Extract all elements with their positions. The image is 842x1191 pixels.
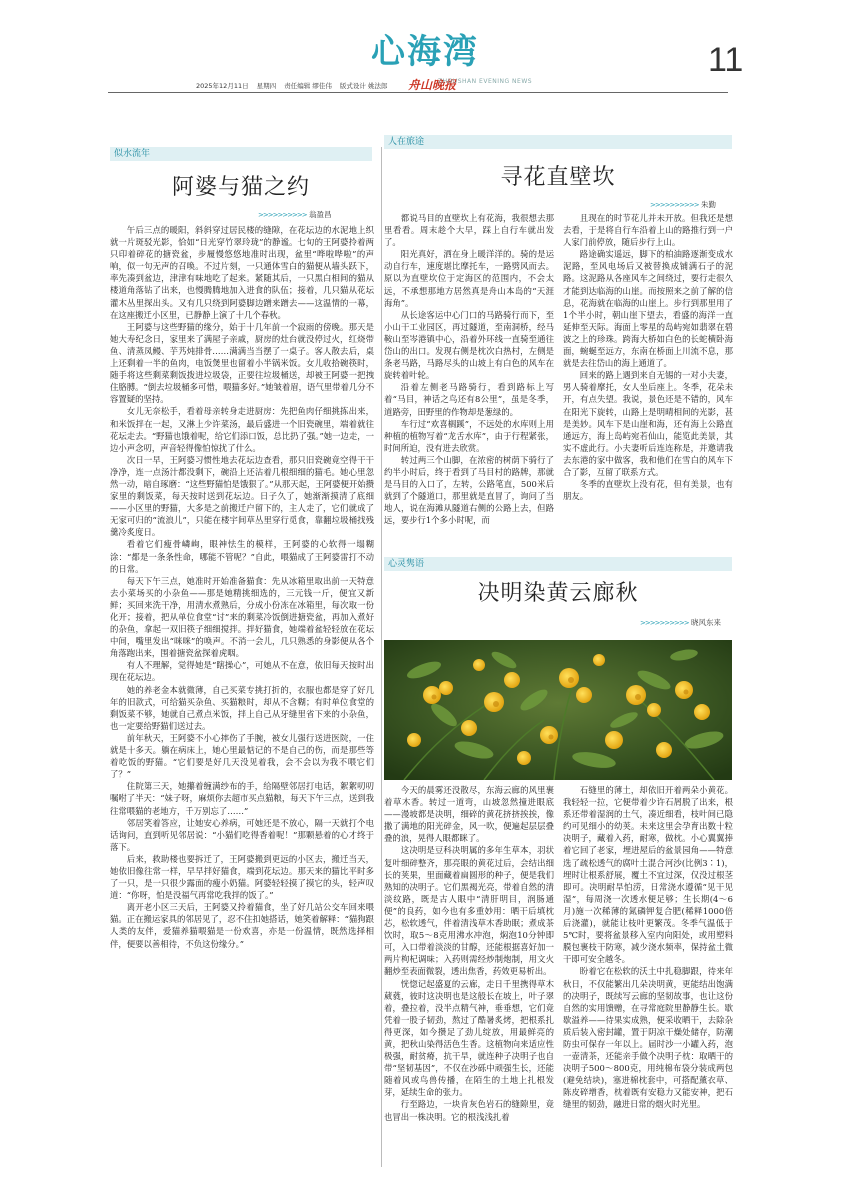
paragraph: 且现在的时节花儿并未开放。但我还是想去看，于是将自行车沿着上山的路推行到一户人家门前停放，随后步行上山。	[563, 213, 733, 248]
masthead-english: ZHOUSHAN EVENING NEWS	[438, 78, 533, 85]
paragraph: 盼着它在松软的沃土中扎稳脚跟，待来年秋日，不仅能繁出几朵决明黄，更能结出饱满的决明子，既续写云廊的坚韧故事，也让这份自然的实用馈赠，在寻常庭院里静静生长。歇歇溢养——待果实成熟，便采收晒干，去除杂质后装入密封罐，置于阴凉干燥处储存，防潮防虫可保存一年以上。届时沙一小罐入药，泡一壶清茶，还能亲手做个决明子枕：取晒干的决明子500～800克，用纯棉布袋分装成两包(避免结块)，塞进棉枕套中，可搭配薰衣草、陈皮碎增香，枕着既有安稳力又能安神，把石缝里的韧劲，融进日常的烟火时光里。	[563, 966, 733, 1110]
section-label-2: 人在旅途	[384, 135, 732, 149]
paragraph: 次日一早，王阿婆习惯性地去花坛边查看，那只旧瓷碗竟空得干干净净，连一点汤汁都没剩下，碗沿上还沾着几根细细的猫毛。她心里忽然一动，暗自琢磨：“这些野猫怕是饿狠了。”从那天起，王阿婆便开始攒家里的剩饭菜，每天按时送到花坛边。日子久了，她渐渐摸清了底细——小区里的野猫，大多是之前搬迁户留下的，主人走了，它们就成了无家可归的“流浪儿”，只能在楼宇间草丛里穿行觅食，靠翻垃圾桶找残羹冷炙度日。	[110, 454, 374, 538]
article-body-2b	[563, 212, 733, 554]
author-2: 朱勤	[701, 200, 717, 209]
paragraph: 邻居笑着答应，让她安心养病，可她还是不放心，隔一天就打个电话询问，直到听见邻居说：“小猫们吃得香着呢！”那颗悬着的心才终于落下。	[110, 817, 374, 852]
article-body-3a	[384, 784, 554, 1166]
page-number: 11	[708, 41, 744, 79]
section-label-1: 似水流年	[110, 147, 372, 161]
article-title-1: 阿婆与猫之约	[171, 175, 310, 200]
paragraph: 转过两三个山脚，在浓密的树荫下骑行了约半小时后，终于看到了马目村的路牌，那就是马目的入口了，左转，公路笔直，500米后就到了个隧道口，那里就是直冒了，询问了当地人，说在海滩从隧道右侧的公路上去，但路远，要步行1个多小时呢，而	[384, 454, 554, 526]
issue-weekday: 星期四	[256, 82, 277, 90]
paragraph: 冬季的直壁坎上没有花，但有美景，也有朋友。	[563, 479, 733, 502]
paragraph: 每天下午三点，她准时开始准备猫食：先从冰箱里取出前一天特意去小菜场买的小杂鱼——那是她精挑细选的，三元钱一斤，便宜又新鲜；买回来洗干净，用清水煮熟后，分成小份冻在冰箱里，每次取一份化开；接着，把从单位食堂“讨”来的剩菜冷饭倒进搪瓷盆，再加入煮好的杂鱼，拿起一双旧筷子细细搅拌。拌好猫食，她端着盆轻轻放在花坛中间，嘴里发出“咪咪”的唤声。不消一会儿，几只熟悉的身影便从各个角落跑出来，围着搪瓷盆探着虎咽。	[110, 575, 374, 659]
section-label-3: 心灵隽语	[384, 557, 732, 571]
byline-arrows-icon: >>>>>>>>>>	[640, 619, 689, 627]
paragraph: 王阿婆与这些野猫的缘分，始于十几年前一个寂雨的傍晚。那天是她大寿纪念日，家里来了满屋子亲戚，厨房的灶台就没停过火，红烧带鱼、清蒸凤鳗、芋艿炖排骨……满满当当摆了一桌子。客人散去后，桌上还剩着一半的鱼肉，电饭煲里也留着小半锅米饭。女儿收拾碗筷时，随手将这些剩菜剩饭拨进垃圾袋，正要往垃圾桶送，却被王阿婆一把拽住胳膊。“倒去垃圾桶多可惜，喂猫多好。”她皱着眉，语气里带着几分不容置疑的坚持。	[110, 321, 374, 405]
issue-info	[196, 81, 393, 90]
article-title-3: 决明染黄云廊秋	[477, 581, 639, 606]
paragraph: 恍惚记起盛夏的云廊，走日千里携得草木葳蕤，彼时这决明也是这般长在坡上，叶子翠着，叠拉着，没半点精气神，垂垂想，它们竟凭着一股子韧劲，熬过了酷暑炙烤，把根系扎得更深，如今攒足了劲儿绽放，用最鲜亮的黄，把秋山染得活色生香。这植物向来适应性极强，耐贫瘠，抗干旱，就连种子决明子也自带“坚韧基因”，不仅在沙砾中顽强生长，还能随着风或鸟兽传播，在陌生的土地上扎根发芽，延续生命的张力。	[384, 978, 554, 1098]
paragraph: 路途确实遥远，脚下的柏油路逐渐变成水泥路，至风电场后又被替换成铺满石子的泥路。这泥路从各座风车之间绕过，要行走很久才能到达临海的山崖。而按照来之前了解的信息，花海就在临海的山崖上。步行到那里用了1个半小时，朝山崖下望去，看盛的海洋一直延伸至天际。海面上零星的岛屿宛如翡翠在碧波之上的珍珠。跨海大桥如白色的长蛇横卧海面，蜿蜒至远方，东南在桥面上川流不息，那就是去往岱山的海上通道了。	[563, 249, 733, 369]
article-body-1	[110, 224, 374, 1166]
byline-3	[640, 617, 721, 628]
column-divider	[381, 147, 382, 1167]
paragraph: 石缝里的薄土，却依旧开着两朵小黄花。我轻轻一拉，它便带着少许石屑脱了出来，根系还带着湿润的土气，凑近细看，枝叶间已隐约可见细小的幼荚。未来这里会孕育出数十粒决明子，藏着入药，耐寒，做枕。小心翼翼捧着它回了老家，埋进屋后的盆景园角——特意选了疏松透气的腐叶土混合河沙(比例3∶1)，埋时让根系舒展，覆土不宜过深，仅没过根茎即可。决明耐旱怕涝，日常浇水遵循“见干见湿”，每周浇一次透水便足够；生长期(4～6月)施一次稀薄的氮磷钾复合肥(稀释1000倍后浇灌)，就能让枝叶更繁茂。冬季气温低于5℃时，要将盆景移入室内向阳处，或用塑料膜包裹枝干防寒，减少浇水频率，保持盆土微干即可安全越冬。	[563, 785, 733, 965]
article-body-3b	[563, 784, 733, 1166]
paragraph: 住院第三天，她攥着缠满纱布的手，给隔壁邻居打电话，絮絮叨叨嘱咐了半天：“妹子呀，麻烦你去超市买点猫粮，每天下午三点，送到我往常喂猫的老地方，千万别忘了……”	[110, 781, 374, 816]
issue-editor: 责任编辑 缪佳伟	[284, 82, 332, 90]
paragraph: 前年秋天，王阿婆不小心摔伤了手腕，被女儿强行送进医院，一住就是十多天。躺在病床上，她心里最惦记的不是自己的伤，而是那些等着吃饭的野猫。“它们要是好几天没见着我，会不会以为我不喂它们了？”	[110, 732, 374, 780]
paragraph: 车行过“欢喜榈蹊”，不远处的水库则上用种植的植物写着“龙舌水库”，由于行程紧张，时间所迫，没有进去欣赏。	[384, 418, 554, 453]
paragraph: 有人不理解，觉得她是“瞎操心”，可她从不在意，依旧每天按时出现在花坛边。	[110, 660, 374, 683]
byline-2	[650, 199, 716, 210]
issue-date: 2025年12月11日	[196, 82, 249, 90]
masthead-rule	[108, 92, 728, 93]
issue-proof: 版式设计 姚法郎	[339, 82, 388, 90]
paragraph: 阳光真好，洒在身上暖洋洋的。骑的是运动自行车，速度堪比摩托车，一路劈风而去。原以为直壁坎位于定海区的范围内，不会太远，不承想那地方居然真是舟山本岛的“天涯海角”。	[384, 249, 554, 308]
paragraph: 女儿无奈松手，看着母亲转身走进厨房：先把鱼肉仔细挑拣出来，和米饭拌在一起，又淋上少许菜汤，最后盛进一个旧瓷碗里，端着就往花坛走去。“野猫也饿着呢，给它们添口饭，总比扔了强。”她一边走，一边小声念叨，声音轻得像怕惊扰了什么。	[110, 406, 374, 453]
paragraph: 离开老小区三天后，王阿婆又拎着猫食，坐了好几站公交车回来喂猫。正在搬运家具的邻居见了，忍不住扣她搭话，她笑着解释：“猫狗跟人类的友伴，爱猫养猫喂猫是一份欢喜，亦是一份温情，既然选择相伴，便要以善相待，不负这份缘分。”	[110, 902, 374, 949]
byline-arrows-icon: >>>>>>>>>>	[650, 201, 699, 209]
paragraph: 这决明是豆科决明属的多年生草本，羽状复叶细碎整齐，那亮眼的黄花过后，会结出细长的荚果，里面藏着扁圆形的种子，便是我们熟知的决明子。它们黑褐光亮，带着自然的清淡纹路，既是古人眼中“清肝明目，润肠通便”的良药，如今也有多重妙用：晒干后填枕芯，松软透气，伴着清浅草木香助眠；煮成茶饮时，取5～8克用沸水冲泡，焖泡10分钟即可，入口带着淡淡的甘醇，还能根据喜好加一两片枸杞调味；入药则需经炒制炮制，用文火翻炒至表面微裂，透出焦香，药效更易析出。	[384, 845, 554, 977]
article-body-2a	[384, 212, 554, 554]
paragraph: 沿着左侧老马路骑行，看到路标上写着“马目，神话之鸟还有8公里”，虽是冬季，道路旁，田野里的作物却是葱绿的。	[384, 382, 554, 417]
masthead-title: 心海湾	[371, 32, 479, 72]
article-title-2: 寻花直壁坎	[500, 165, 616, 190]
author-3: 晓风东来	[691, 618, 722, 627]
newspaper-logo: 舟山晚报	[408, 78, 457, 92]
author-1: 翁盈昌	[309, 210, 332, 219]
paragraph: 从长途客运中心门口的马路骑行而下，至小山干工业园区，再过隧道，至南洞桥，经马鞍山至岑港镇中心，沿着外环线一直骑至通往岱山的出口。发现右侧是枕次白热村，左侧是条老马路，马路尽头的山坡上有白色的风车在旋转着叶轮。	[384, 309, 554, 381]
byline-1	[258, 209, 332, 220]
paragraph: 她的养老金本就微薄，自己买菜专挑打折的，衣服也都是穿了好几年的旧款式，可给猫买杂鱼、买猫粮时，却从不含糊；有时单位食堂的剩饭菜不够，她就自己煮点米饭，拌上自己从牙缝里省下来的小杂鱼，也一定要给野猫们送过去。	[110, 684, 374, 731]
paragraph: 今天的晨雾还没散尽，东海云廊的风里裹着草木香。转过一道弯，山坡忽然撞进眼底——漫坡都是决明，细碎的黄花挤挤挨挨，像撒了满地的阳光碎金，风一吹，便遍起层层叠叠的浪，晃得人眼都眯了。	[384, 785, 554, 844]
cassia-flower-photo	[384, 640, 732, 780]
paragraph: 看着它们瘦骨嶙峋，眼神怯生的模样，王阿婆的心软得一塌糊涂：“都是一条条性命，哪能不管呢？”自此，喂猫成了王阿婆雷打不动的日常。	[110, 539, 374, 574]
paragraph: 午后三点的暖阳，斜斜穿过居民楼的缝隙，在花坛边的水泥地上织就一片斑驳光影，恰如“日光穿竹翠玲珑”的静谧。七旬的王阿婆拎着两只印着碎花的搪瓷盆，步履慢悠悠地准时出现，盆里“哗啦哗啦”的声响，似一句无声的召唤。不过片刻，一只通体雪白的猫便从墙头跃下，率先凑到盆边，津津有味地吃了起来。紧随其后，一只黑白相间的猫从楼道角落钻了出来，也慢腾腾地加入进食的队伍；接着，几只猫从花坛灌木丛里探出头。又有几只绕到阿婆脚边蹭来蹭去——这温情的一幕，在这座搬迁小区里，已静静上演了十几个春秋。	[110, 225, 374, 320]
paragraph: 行至路边，一块肯灰色岩石的缝隙里，竟也冒出一株决明。它的根浅浅扎着	[384, 1099, 554, 1122]
paragraph: 都说马目的直壁坎上有花海，我很想去那里看看。周末趁个大早，踩上自行车就出发了。	[384, 213, 554, 248]
byline-arrows-icon: >>>>>>>>>>	[258, 211, 307, 219]
paragraph: 后来，救助楼也要拆迁了，王阿婆搬到更远的小区去，搬迁当天，她依旧像往常一样，早早拌好猫食，端到花坛边。那天来的猫比平时多了一只，是一只很少露面的瘦小奶猫。阿婆轻轻摸了摸它的头，轻声叹道：“你呀，怕是没福气再常吃我拌的饭了。”	[110, 853, 374, 901]
paragraph: 回来的路上遇到来自无锡的一对小夫妻，男人骑着摩托，女人坐后座上。冬季，花朵未开，有点失望。我说，景色还是不错的，风车在阳光下旋转，山路上是明晴相间的光影，甚是美妙。风车下是山崖和海，还有海上公路直通远方，海上岛屿宛若仙山，能览此美景，其实不虚此行。小夫妻听后连连称是，并邀请我去东港的家中做客，我和他们在雪白的风车下合了影，互留了联系方式。	[563, 370, 733, 477]
